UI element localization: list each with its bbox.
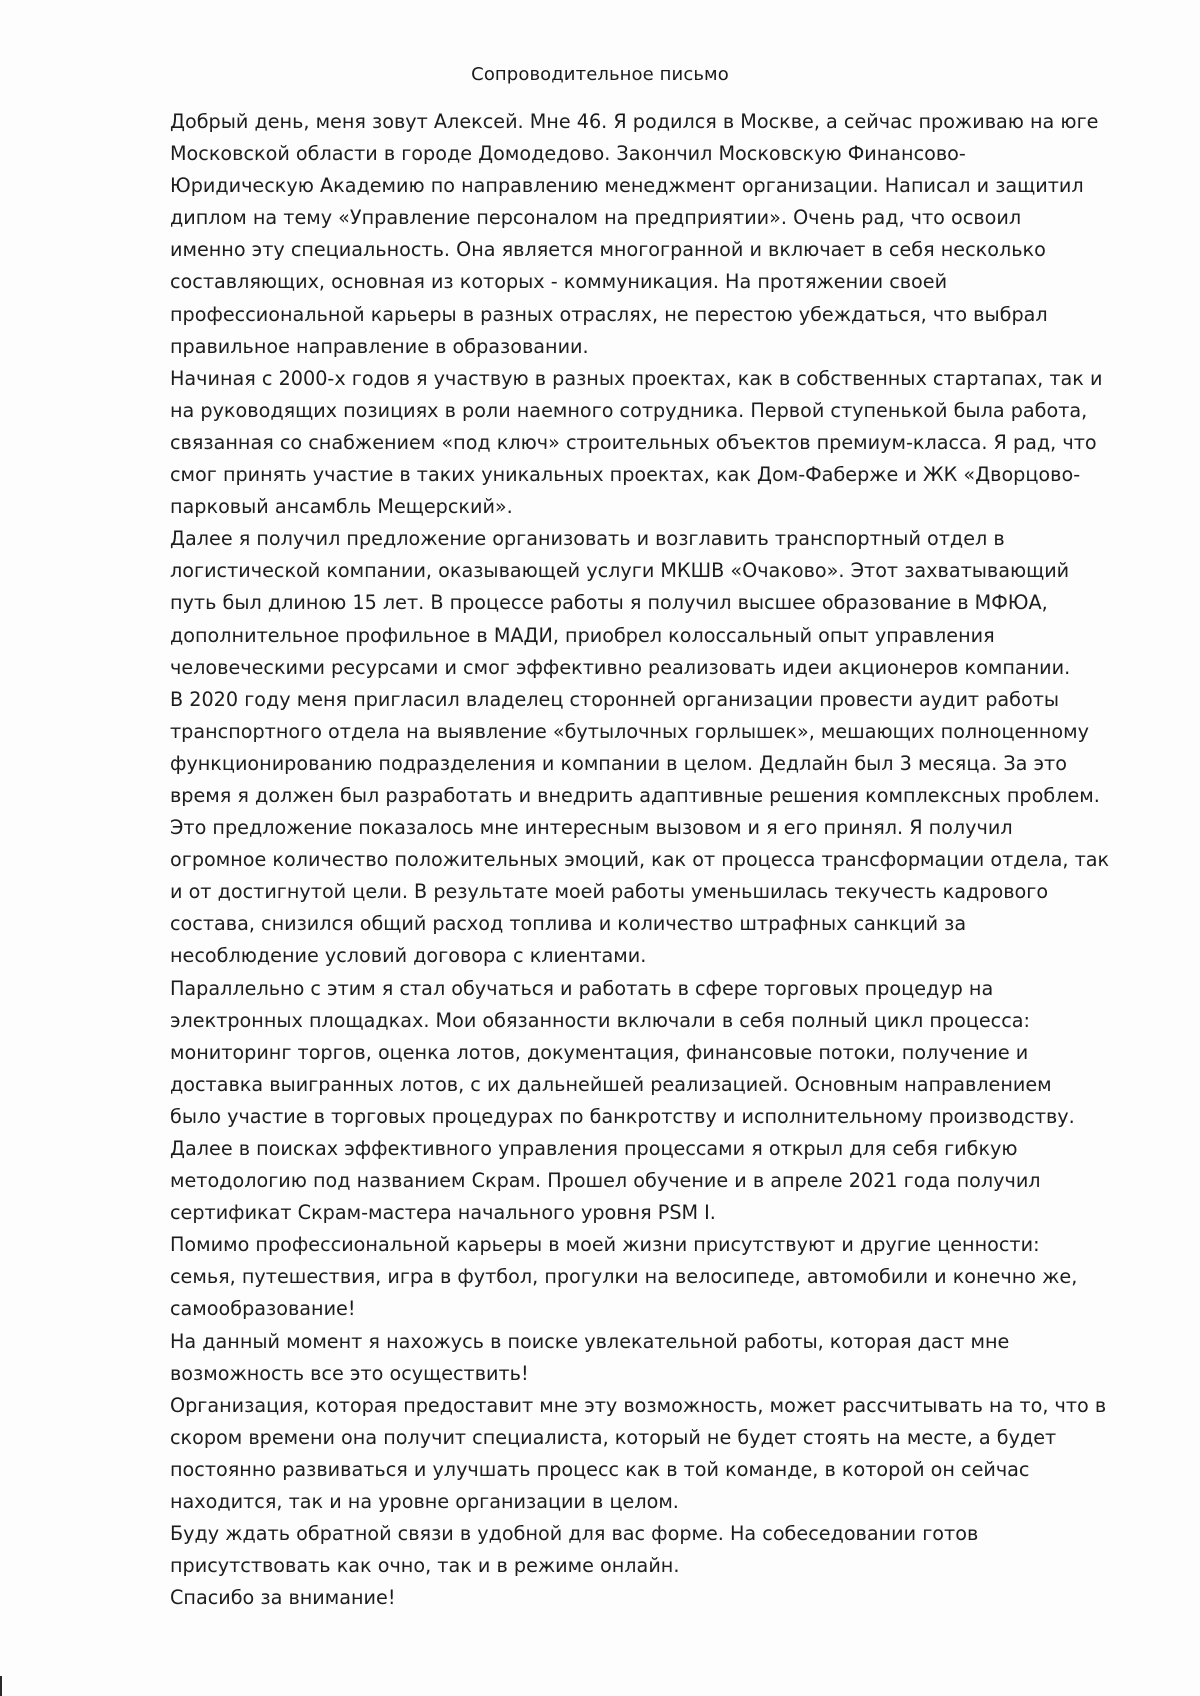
text-line: Помимо профессиональной карьеры в моей жизни присутствуют и другие ценности: [170,1233,1040,1257]
text-line: присутствовать как очно, так и в режиме онлайн. [170,1554,680,1578]
text-line: человеческими ресурсами и смог эффективно реализовать идеи акционеров компании. [170,655,1071,679]
text-line: составляющих, основная из которых - коммуникация. На протяжении своей [170,270,948,294]
text-line: находится, так и на уровне организации в целом. [170,1490,679,1514]
text-line: время я должен был разработать и внедрить адаптивные решения комплексных проблем. [170,783,1100,807]
text-line: самообразование! [170,1297,356,1321]
text-line: Московской области в городе Домодедово. Закончил Московскую Финансово- [170,142,966,166]
text-line: сертификат Скрам-мастера начального уровня PSM I. [170,1201,716,1225]
text-line: Добрый день, меня зовут Алексей. Мне 46. Я родился в Москве, а сейчас проживаю на юге [170,110,1099,133]
text-line: парковый ансамбль Мещерский». [170,495,513,519]
scan-edge-mark [0,1676,2,1696]
letter-body [170,106,1110,1614]
text-line: именно эту специальность. Она является многогранной и включает в себя несколько [170,238,1046,262]
text-line: смог принять участие в таких уникальных проектах, как Дом-Фаберже и ЖК «Дворцово- [170,463,1081,487]
text-line: состава, снизился общий расход топлива и количество штрафных санкций за [170,912,967,936]
text-line: логистической компании, оказывающей услуги МКШВ «Очаково». Этот захватывающий [170,559,1070,583]
text-line: дополнительное профильное в МАДИ, приобрел колоссальный опыт управления [170,623,995,647]
text-line: Далее я получил предложение организовать и возглавить транспортный отдел в [170,527,1005,551]
text-line: скором времени она получит специалиста, который не будет стоять на месте, а будет [170,1425,1057,1449]
text-line: возможность все это осуществить! [170,1361,529,1385]
text-line: и от достигнутой цели. В результате моей работы уменьшилась текучесть кадрового [170,880,1049,904]
text-line: Спасибо за внимание! [170,1586,396,1610]
text-line: связанная со снабжением «под ключ» строительных объектов премиум-класса. Я рад, что [170,430,1097,454]
text-line: Начиная с 2000-х годов я участвую в разных проектах, как в собственных стартапах, так и [170,366,1103,390]
text-line: В 2020 году меня пригласил владелец сторонней организации провести аудит работы [170,687,1060,711]
text-line: транспортного отдела на выявление «бутылочных горлышек», мешающих полноценному [170,719,1090,743]
text-line: Параллельно с этим я стал обучаться и работать в сфере торговых процедур на [170,976,994,1000]
text-line: несоблюдение условий договора с клиентами. [170,944,647,968]
text-line: семья, путешествия, игра в футбол, прогулки на велосипеде, автомобили и конечно же, [170,1265,1078,1289]
text-line: диплом на тему «Управление персоналом на предприятии». Очень рад, что освоил [170,206,1022,230]
text-line: функционированию подразделения и компании в целом. Дедлайн был 3 месяца. За это [170,751,1067,775]
text-line: постоянно развиваться и улучшать процесс как в той команде, в которой он сейчас [170,1457,1030,1481]
text-line: электронных площадках. Мои обязанности включали в себя полный цикл процесса: [170,1008,1031,1032]
text-line: методологию под названием Скрам. Прошел обучение и в апреле 2021 года получил [170,1169,1041,1193]
text-line: Юридическую Академию по направлению менеджмент организации. Написал и защитил [170,174,1084,198]
text-line: мониторинг торгов, оценка лотов, документация, финансовые потоки, получение и [170,1040,1029,1064]
text-line: Это предложение показалось мне интересным вызовом и я его принял. Я получил [170,816,1013,840]
text-line: Далее в поисках эффективного управления процессами я открыл для себя гибкую [170,1137,1018,1160]
text-line: доставка выигранных лотов, с их дальнейшей реализацией. Основным направлением [170,1072,1052,1096]
text-line: путь был длиною 15 лет. В процессе работы я получил высшее образование в МФЮА, [170,591,1048,615]
text-line: было участие в торговых процедурах по банкротству и исполнительному производству. [170,1104,1075,1128]
text-line: Буду ждать обратной связи в удобной для вас форме. На собеседовании готов [170,1522,979,1546]
text-line: огромное количество положительных эмоций, как от процесса трансформации отдела, так [170,848,1110,872]
document-title: Сопроводительное письмо [471,64,729,85]
text-line: На данный момент я нахожусь в поиске увлекательной работы, которая даст мне [170,1329,1010,1353]
text-line: Организация, которая предоставит мне эту возможность, может рассчитывать на то, что в [170,1393,1107,1417]
text-line: на руководящих позициях в роли наемного сотрудника. Первой ступенькой была работа, [170,398,1088,422]
text-line: профессиональной карьеры в разных отраслях, не перестою убеждаться, что выбрал [170,302,1048,326]
text-line: правильное направление в образовании. [170,334,589,358]
